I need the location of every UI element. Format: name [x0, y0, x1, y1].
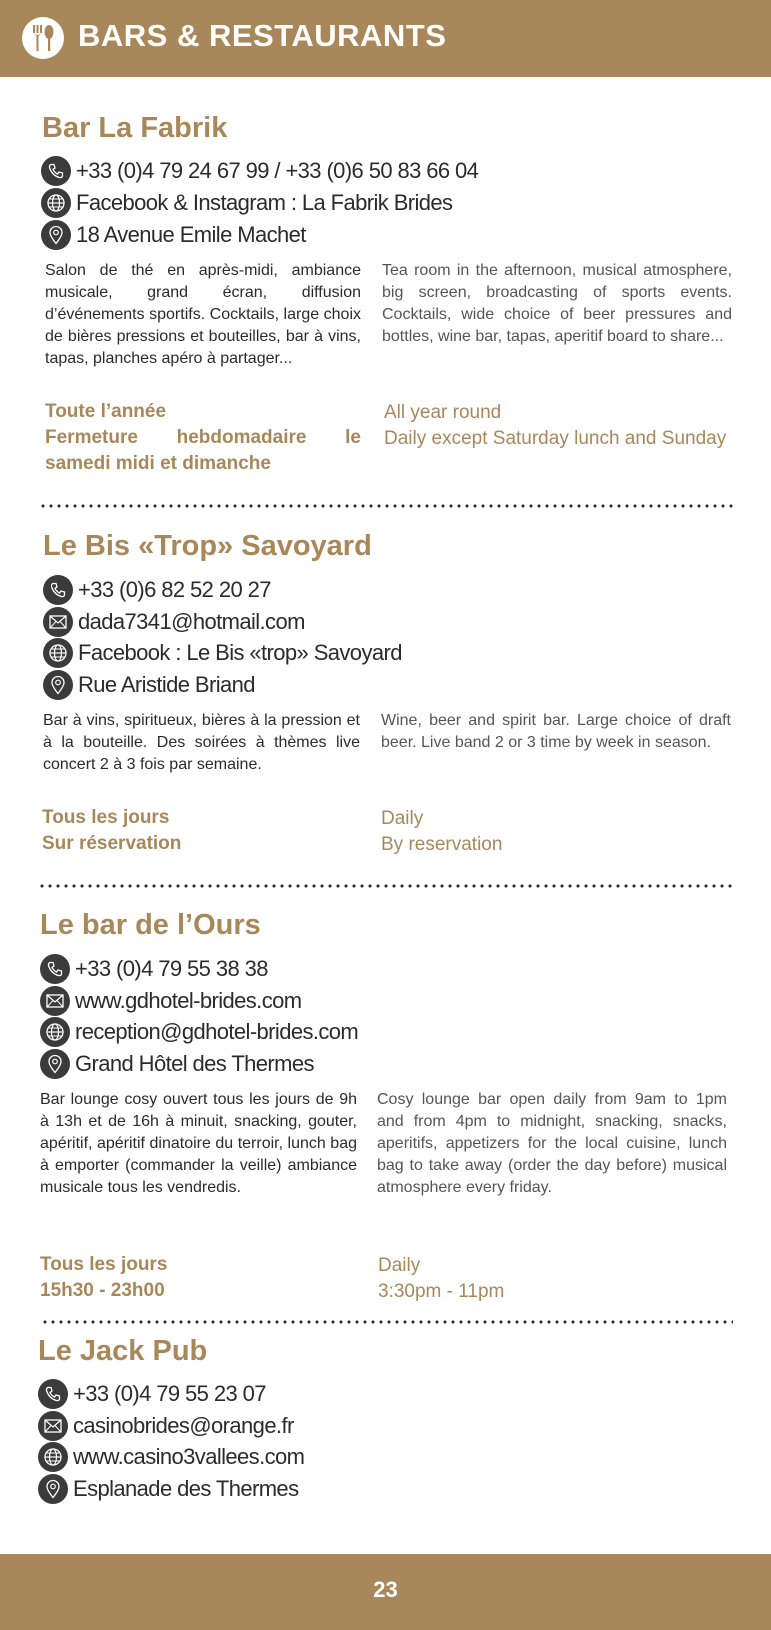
contact-email — [38, 1410, 294, 1441]
contact-social — [41, 187, 452, 218]
hours-fr-line: Fermeture hebdomadaire le samedi midi et dimanche — [45, 427, 361, 474]
dotted-divider — [38, 883, 732, 889]
map-pin-icon — [40, 1049, 70, 1079]
address: Esplanade des Thermes — [73, 1475, 299, 1501]
map-pin-icon — [38, 1474, 68, 1504]
globe-icon — [38, 1442, 68, 1472]
description-fr: Bar à vins, spiritueux, bières à la pression et à la bouteille. Des soirées à thèmes live concert 2 à 3 fois par semaine. — [43, 712, 360, 773]
website-link[interactable]: www.casino3vallees.com — [73, 1443, 305, 1469]
dotted-divider — [39, 503, 733, 509]
contact-phone — [38, 1378, 266, 1409]
phone-number[interactable]: +33 (0)4 79 55 23 07 — [73, 1380, 266, 1406]
map-pin-icon — [43, 670, 73, 700]
email-link[interactable]: casinobrides@orange.fr — [73, 1412, 294, 1438]
description-en: Wine, beer and spirit bar. Large choice of draft beer. Live band 2 or 3 time by week in season. — [381, 712, 731, 751]
contact-social — [43, 637, 402, 668]
phone-icon — [41, 156, 71, 186]
hours-en — [384, 400, 732, 452]
contact-address — [43, 669, 255, 700]
description-en: Tea room in the afternoon, musical atmosphere, big screen, broadcasting of sports events. Cocktails, wide choice of beer pressures and bottles, wine bar, tapas, aperitif board to share... — [382, 262, 732, 345]
hours-en-line: Daily except Saturday lunch and Sunday — [384, 428, 727, 449]
email-link[interactable]: dada7341@hotmail.com — [78, 608, 305, 634]
phone-number[interactable]: +33 (0)4 79 24 67 99 / +33 (0)6 50 83 66 04 — [76, 157, 479, 183]
map-pin-icon — [41, 220, 71, 250]
venue-name: Le bar de l’Ours — [40, 909, 261, 941]
description-en: Cosy lounge bar open daily from 9am to 1pm and from 4pm to midnight, snacking, snacks, aperitifs, appetizers for the local cuisine, lunch bag to take away (order the day before) musical atmosphere every friday. — [377, 1091, 727, 1196]
globe-icon — [41, 188, 71, 218]
section-title: BARS & RESTAURANTS — [78, 18, 447, 53]
page-footer — [0, 1554, 771, 1630]
contact-phone — [40, 953, 268, 984]
address: Grand Hôtel des Thermes — [75, 1050, 314, 1076]
page-number: 23 — [373, 1577, 398, 1602]
address: 18 Avenue Emile Machet — [76, 221, 306, 247]
email-link[interactable]: reception@gdhotel-brides.com — [75, 1018, 359, 1044]
hours-fr-line: Tous les jours — [40, 1254, 168, 1275]
contact-phone — [41, 155, 478, 186]
mail-icon — [38, 1411, 68, 1441]
venue-name: Le Bis «Trop» Savoyard — [43, 530, 372, 562]
website-link[interactable]: www.gdhotel-brides.com — [75, 987, 302, 1013]
venue-name: Bar La Fabrik — [42, 112, 228, 144]
hours-fr — [45, 399, 361, 477]
contact-phone — [43, 574, 271, 605]
phone-icon — [38, 1379, 68, 1409]
contact-address — [40, 1048, 314, 1079]
contact-website — [40, 985, 301, 1016]
venue-name: Le Jack Pub — [38, 1335, 208, 1367]
hours-fr-line: 15h30 - 23h00 — [40, 1280, 165, 1301]
contact-address — [41, 219, 306, 250]
phone-number[interactable]: +33 (0)4 79 55 38 38 — [75, 955, 268, 981]
hours-en-line: Daily — [378, 1255, 421, 1276]
hours-fr-line: Sur réservation — [42, 833, 182, 854]
address: Rue Aristide Briand — [78, 671, 255, 697]
page-header — [0, 0, 771, 77]
hours-fr-line: Tous les jours — [42, 807, 170, 828]
mail-icon — [43, 607, 73, 637]
hours-en-line: All year round — [384, 402, 502, 423]
mail-icon — [40, 986, 70, 1016]
social-link[interactable]: Facebook & Instagram : La Fabrik Brides — [76, 189, 453, 215]
phone-number[interactable]: +33 (0)6 82 52 20 27 — [78, 576, 271, 602]
hours-en-line: 3:30pm - 11pm — [378, 1281, 505, 1302]
hours-en — [378, 1253, 728, 1305]
description-fr: Salon de thé en après-midi, ambiance musicale, grand écran, diffusion d’événements sportifs. Cocktails, large choix de bières pressions et bouteilles, bar à vins, tapas, planches apéro à partager... — [45, 262, 361, 367]
hours-en — [381, 806, 731, 858]
contact-address — [38, 1473, 298, 1504]
phone-icon — [43, 575, 73, 605]
hours-en-line: By reservation — [381, 834, 503, 855]
fork-spoon-icon — [22, 17, 64, 59]
phone-icon — [40, 954, 70, 984]
description-fr: Bar lounge cosy ouvert tous les jours de 9h à 13h et de 16h à minuit, snacking, gouter, apéritif, apéritif dinatoire du terroir, lunch bag à emporter (commander la veille) ambiance musicale tous les vendredis. — [40, 1091, 357, 1196]
contact-email — [43, 606, 305, 637]
hours-fr — [40, 1252, 357, 1304]
dotted-divider — [41, 1319, 733, 1325]
hours-fr-line: Toute l’année — [45, 401, 167, 422]
contact-email — [40, 1016, 358, 1047]
globe-icon — [40, 1017, 70, 1047]
social-link[interactable]: Facebook : Le Bis «trop» Savoyard — [78, 639, 402, 665]
hours-en-line: Daily — [381, 808, 424, 829]
contact-website — [38, 1441, 304, 1472]
hours-fr — [42, 805, 360, 857]
globe-icon — [43, 638, 73, 668]
